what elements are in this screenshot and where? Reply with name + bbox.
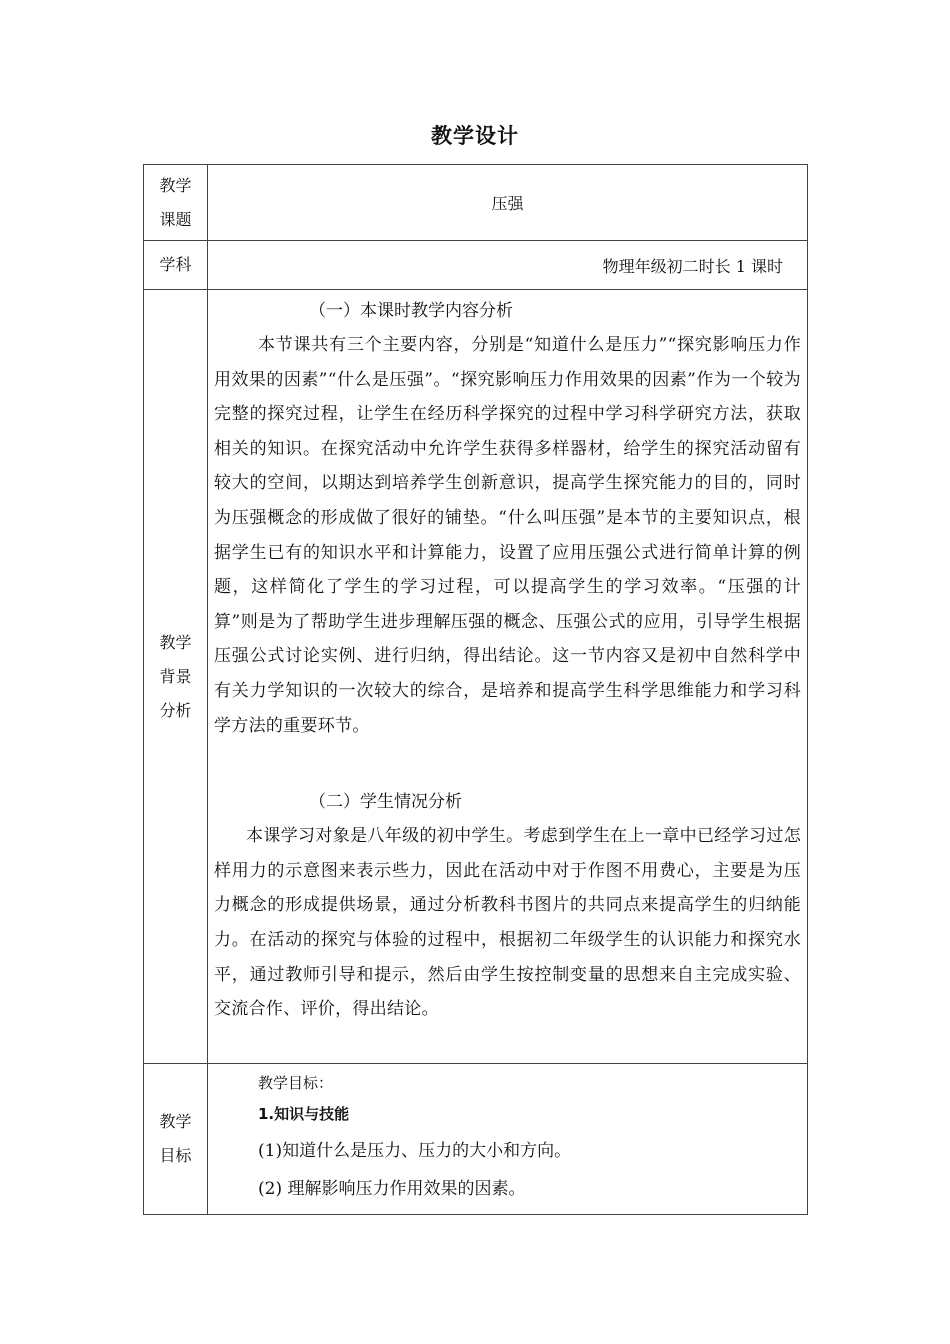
lesson-plan-table xyxy=(143,164,808,1215)
subject-value: 物理年级初二时长 1 课时 xyxy=(602,256,783,276)
subject-row xyxy=(144,241,808,290)
topic-row xyxy=(144,165,808,241)
subject-value-cell xyxy=(208,241,808,290)
subject-label-cell xyxy=(144,241,208,290)
document-title: 教学设计 xyxy=(431,124,519,148)
background-content-cell xyxy=(208,290,808,1064)
topic-label-line1: 教学 xyxy=(159,175,192,195)
goal-item: (2) 理解影响压力作用效果的因素。 xyxy=(258,1179,526,1199)
background-label-cell xyxy=(144,290,208,1064)
goals-content-cell xyxy=(208,1064,808,1215)
background-label-line2: 背景 xyxy=(159,666,192,686)
topic-label-cell xyxy=(144,165,208,241)
content-analysis-paragraph: 本节课共有三个主要内容，分别是“知道什么是压力”“探究影响压力作用效果的因素”“什么是压强”。“探究影响压力作用效果的因素”作为一个较为完整的探究过程，让学生在经历科学探究的过程中学习科学研究方法，获取相关的知识。在探究活动中允许学生获得多样器材，给学生的探究活动留有较大的空间，以期达到培养学生创新意识，提高学生探究能力的目的，同时为压强概念的形成做了很好的铺垫。“什么叫压强”是本节的主要知识点，根据学生已有的知识水平和计算能力，设置了应用压强公式进行简单计算的例题，这样简化了学生的学习过程，可以提高学生的学习效率。“压强的计算”则是为了帮助学生进步理解压强的概念、压强公式的应用，引导学生根据压强公式讨论实例、进行归纳，得出结论。这一节内容又是初中自然科学中有关力学知识的一次较大的综合，是培养和提高学生科学思维能力和学习科学方法的重要环节。 xyxy=(214,335,801,736)
background-label-line1: 教学 xyxy=(159,632,192,652)
topic-label-line2: 课题 xyxy=(159,209,192,229)
topic-value-cell xyxy=(208,165,808,241)
goals-heading: 教学目标： xyxy=(258,1074,334,1092)
goals-label-cell xyxy=(144,1064,208,1215)
student-analysis-paragraph: 本课学习对象是八年级的初中学生。考虑到学生在上一章中已经学习过怎样用力的示意图来表示些力，因此在活动中对于作图不用费心，主要是为压力概念的形成提供场景，通过分析教科书图片的共同点来提高学生的归纳能力。在活动的探究与体验的过程中，根据初二年级学生的认识能力和探究水平，通过教师引导和提示，然后由学生按控制变量的思想来自主完成实验、交流合作、评价，得出结论。 xyxy=(214,826,801,1020)
topic-value: 压强 xyxy=(491,194,524,213)
content-analysis-heading: （一）本课时教学内容分析 xyxy=(309,301,513,321)
student-analysis-heading: （二）学生情况分析 xyxy=(309,792,462,813)
background-label-line3: 分析 xyxy=(159,700,192,720)
goal-item: (1)知道什么是压力、压力的大小和方向。 xyxy=(258,1141,572,1161)
subject-label: 学科 xyxy=(159,255,192,274)
background-row xyxy=(144,290,808,1064)
goals-label-line1: 教学 xyxy=(159,1112,192,1131)
goals-subheading: 1.知识与技能 xyxy=(258,1105,350,1123)
goals-row xyxy=(144,1064,808,1215)
goals-label-line2: 目标 xyxy=(159,1146,192,1165)
